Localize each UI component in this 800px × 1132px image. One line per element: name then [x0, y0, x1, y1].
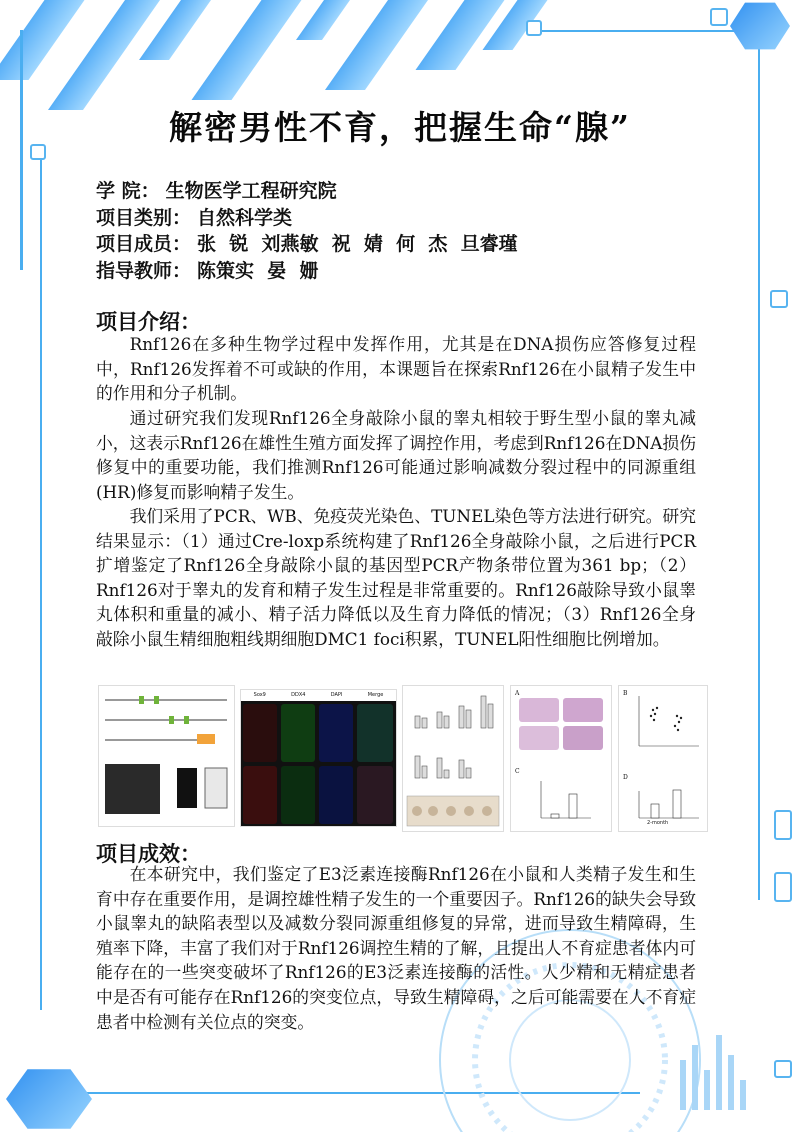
- meta-label: 项目成员：: [96, 233, 192, 255]
- if-panel: [357, 766, 393, 824]
- intro-paragraph: Rnf126在多种生物学过程中发挥作用，尤其是在DNA损伤应答修复过程中，Rnf126发挥着不可或缺的作用，本课题旨在探索Rnf126在小鼠精子发生中的作用和分子机制。: [96, 334, 696, 404]
- panel-letter: D: [623, 774, 628, 781]
- age-label: 2-month: [647, 820, 669, 826]
- results-paragraph: 在本研究中，我们鉴定了E3泛素连接酶Rnf126在小鼠和人类精子发生和生育中存在重要作用，是调控雄性精子发生的一个重要因子。Rnf126的缺失会导致小鼠睾丸的缺陷表型以及减数分裂同源重组修复的异常，进而导致生精障碍，生殖率下降，丰富了我们对于Rnf126调控生精的了解，且提出人不育症患者体内可能存在的一些突变破坏了Rnf126的E3泛素连接酶的活性。人少精和无精症患者中是否有可能存在Rnf126的突变位点，导致生精障碍，之后可能需要在人不育症患者中检测有关位点的突变。: [96, 864, 696, 1032]
- poster-title: 解密男性不育，把握生命“腺”: [169, 108, 631, 147]
- if-panel: [281, 704, 315, 762]
- frame-line: [540, 30, 740, 32]
- meta-label: 指导教师：: [96, 259, 192, 282]
- decor-square: [526, 20, 542, 36]
- decor-square: [770, 290, 788, 308]
- meta-row-members: [96, 231, 524, 258]
- if-panel: [357, 704, 393, 762]
- decor-square: [710, 8, 728, 26]
- figure-genotyping: [98, 685, 235, 827]
- results-heading: 项目成效：: [96, 841, 201, 866]
- if-panel: [243, 766, 277, 824]
- meta-label: 学 院：: [96, 180, 160, 202]
- meta-value: 张 锐 刘燕敏 祝 婧 何 杰 旦睿瑾: [197, 233, 518, 255]
- panel-letter: B: [623, 690, 628, 697]
- figure-scatter: [618, 685, 708, 832]
- project-meta: [96, 178, 524, 284]
- meta-value: 自然科学类: [197, 206, 293, 229]
- decor-hexagon: [730, 0, 790, 52]
- intro-paragraph: 我们采用了PCR、WB、免疫荧光染色、TUNEL染色等方法进行研究。研究结果显示：（1）通过Cre-loxp系统构建了Rnf126全身敲除小鼠，之后进行PCR扩增鉴定了Rnf126全身敲除小鼠的基因型PCR产物条带位置为361 bp；（2）Rnf126对于睾丸的发育和精子发生过程是非常重要的。Rnf126敲除导致小鼠睾丸体积和重量的减小、精子活力降低以及生育力降低的情况；（3）Rnf126全身敲除小鼠生精细胞粗线期细胞DMC1 foci积累，TUNEL阳性细胞比例增加。: [96, 506, 696, 649]
- fluor-label: Merge: [367, 692, 384, 698]
- intro-heading: 项目介绍：: [96, 309, 201, 334]
- fluor-label: DAPI: [330, 692, 343, 698]
- figure-immunofluorescence: [240, 689, 397, 827]
- panel-letter: C: [515, 768, 520, 775]
- frame-line: [758, 40, 760, 900]
- fluor-label: Sox9: [253, 692, 266, 698]
- intro-paragraph: 通过研究我们发现Rnf126全身敲除小鼠的睾丸相较于野生型小鼠的睾丸减小，这表示Rnf126在雄性生殖方面发挥了调控作用，考虑到Rnf126在DNA损伤修复中的重要功能，我们推测Rnf126可能通过影响减数分裂过程中的同源重组(HR)修复而影响精子发生。: [96, 408, 696, 502]
- fluor-label: DDX4: [291, 692, 306, 698]
- figure-bar-charts: [402, 685, 504, 832]
- figure-histology: [510, 685, 612, 832]
- decor-stripe: [325, 0, 435, 90]
- if-panel: [319, 704, 353, 762]
- decor-stripe: [191, 0, 308, 100]
- panel-letter: A: [515, 690, 520, 697]
- frame-line: [40, 160, 42, 1010]
- meta-label: 项目类别：: [96, 206, 192, 229]
- if-panel: [319, 766, 353, 824]
- frame-line: [20, 30, 23, 270]
- decor-stripe: [296, 0, 350, 40]
- meta-value: 陈策实 晏 姗: [197, 259, 319, 282]
- if-panel: [243, 704, 277, 762]
- figure-strip: [98, 685, 706, 830]
- meta-row-college: [96, 178, 524, 205]
- meta-row-category: [96, 205, 524, 232]
- if-panel: [281, 766, 315, 824]
- meta-row-advisor: [96, 258, 524, 285]
- decor-stripe: [415, 0, 504, 70]
- decor-hexagon: [6, 1066, 92, 1132]
- meta-value: 生物医学工程研究院: [165, 180, 337, 202]
